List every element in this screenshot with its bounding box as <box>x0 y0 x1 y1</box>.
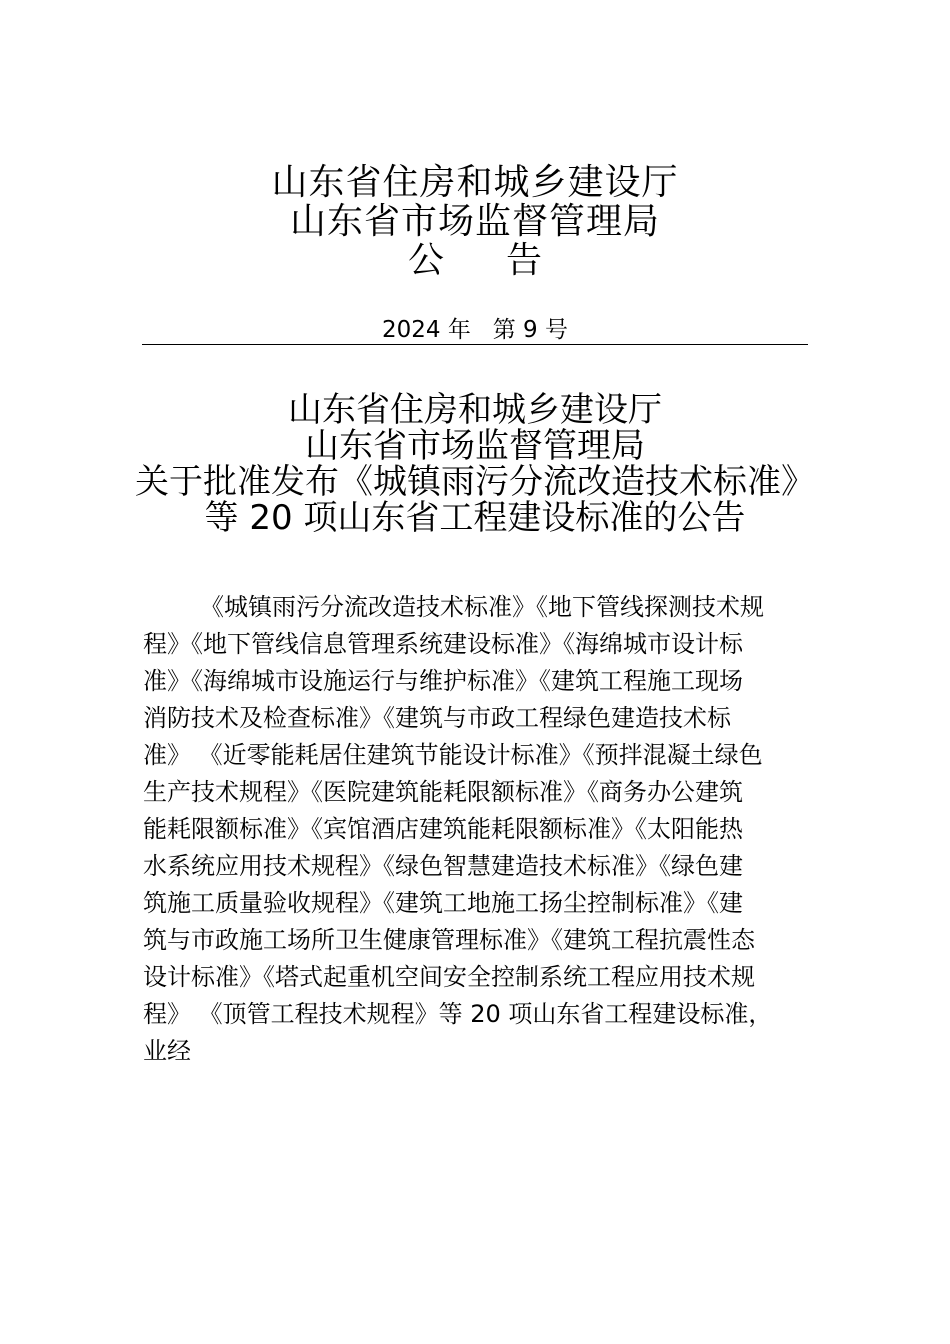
title-line-1: 山东省住房和城乡建设厅 <box>288 390 662 430</box>
body-line: 消防技术及检查标准》《建筑与市政工程绿色建造技术标 <box>143 704 731 732</box>
body-line: 生产技术规程》《医院建筑能耗限额标准》《商务办公建筑 <box>143 778 743 806</box>
body-line: 准》《海绵城市设施运行与维护标准》《建筑工程施工现场 <box>143 667 743 695</box>
header-divider <box>142 344 808 345</box>
title-line-4: 等 20 项山东省工程建设标准的公告 <box>204 498 746 538</box>
document-number: 2024 年 第 9 号 <box>381 317 569 343</box>
document-header <box>0 163 950 280</box>
body-line: 程》《地下管线信息管理系统建设标准》《海绵城市设计标 <box>143 630 743 658</box>
body-line: 程》 《顶管工程技术规程》等 20 项山东省工程建设标准， <box>143 1000 773 1028</box>
title-line-2: 山东省市场监督管理局 <box>305 426 645 466</box>
body-line: 准》 《近零能耗居住建筑节能设计标准》《预拌混凝土绿色 <box>143 741 763 769</box>
title-line-3: 关于批准发布《城镇雨污分流改造技术标准》 <box>135 462 815 502</box>
body-line: 《城镇雨污分流改造技术标准》《地下管线探测技术规 <box>200 593 764 621</box>
issuer-name-housing: 山东省住房和城乡建设厅 <box>271 162 679 203</box>
document-title <box>0 392 950 536</box>
body-line: 设计标准》《塔式起重机空间安全控制系统工程应用技术规 <box>143 963 755 991</box>
body-paragraph <box>143 589 823 1070</box>
body-line: 业经 <box>143 1037 191 1065</box>
body-line: 能耗限额标准》《宾馆酒店建筑能耗限额标准》《太阳能热 <box>143 815 743 843</box>
body-line: 筑与市政施工场所卫生健康管理标准》《建筑工程抗震性态 <box>143 926 755 954</box>
issuer-name-market: 山东省市场监督管理局 <box>289 201 660 242</box>
body-line: 水系统应用技术规程》《绿色智慧建造技术标准》《绿色建 <box>143 852 743 880</box>
notice-label: 公告 <box>407 240 604 281</box>
body-line: 筑施工质量验收规程》《建筑工地施工扬尘控制标准》《建 <box>143 889 743 917</box>
